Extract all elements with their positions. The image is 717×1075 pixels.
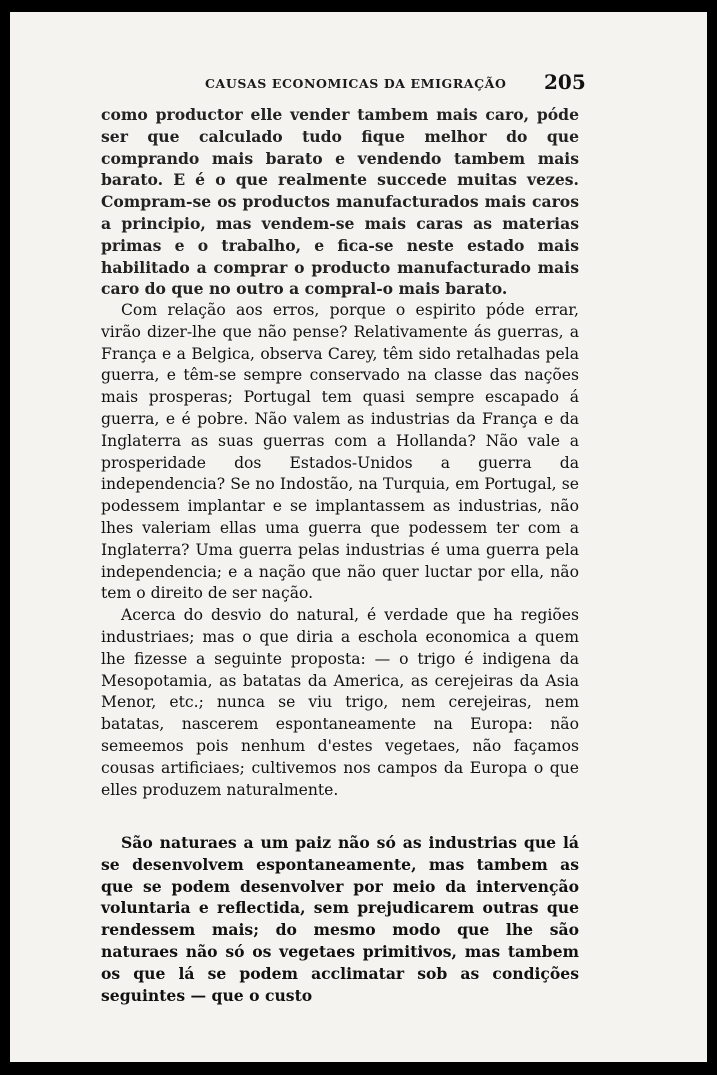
paragraph-3: Acerca do desvio do natural, é verdade que ha regiões industriaes; mas o que diria a eschola economica a quem lhe fizesse a seguinte proposta: — o trigo é indigena da Mesopotamia, as batatas da America, as cerejeiras da Asia Menor, etc.; nunca se viu trigo, nem cerejeiras, nem batatas, nascerem espontaneamente na Europa: não semeemos pois nenhum d'estes vegetaes, não façamos cousas artificiaes; cultivemos nos campos da Europa o que elles produzem naturalmente. bbox=[101, 606, 579, 799]
paragraph-2: Com relação aos erros, porque o espirito póde errar, virão dizer-lhe que não pense? Relativamente ás guerras, a França e a Belgica, observa Carey, têm sido retalhadas pela guerra, e têm-se sempre conservado na classe das nações mais prosperas; Portugal tem quasi sempre escapado á guerra, e é pobre. Não valem as industrias da França e da Inglaterra as suas guerras com a Hollanda? Não vale a prosperidade dos Estados-Unidos a guerra da independencia? Se no Indostão, na Turquia, em Portugal, se podessem implantar e se implantassem as industrias, não lhes valeriam ellas uma guerra que podessem ter com a Inglaterra? Uma guerra pelas industrias é uma guerra pela independencia; e a nação que não quer luctar por ella, não tem o direito de ser nação. bbox=[101, 301, 579, 603]
main-text bbox=[101, 300, 579, 801]
book-page bbox=[10, 12, 707, 1062]
paragraph-continuation bbox=[101, 104, 579, 300]
running-header bbox=[10, 64, 707, 98]
running-title: CAUSAS ECONOMICAS DA EMIGRAÇÃO bbox=[205, 76, 507, 91]
paragraph-1: como productor elle vender tambem mais caro, póde ser que calculado tudo fique melhor do que comprando mais barato e vendendo tambem mais barato. E é o que realmente succede muitas vezes. Compram-se os productos manufacturados mais caros a principio, mas vendem-se mais caras as materias primas e o trabalho, e fica-se neste estado mais habilitado a comprar o producto manufacturado mais caro do que no outro a compral-o mais barato. bbox=[101, 105, 579, 299]
closing-text bbox=[101, 832, 579, 1006]
page-number: 205 bbox=[544, 70, 586, 94]
paragraph-4: São naturaes a um paiz não só as industrias que lá se desenvolvem espontaneamente, mas tambem as que se podem desenvolver por meio da intervenção voluntaria e reflectida, sem prejudicarem outras que rendessem mais; do mesmo modo que lhe são naturaes não só os vegetaes primitivos, mas tambem os que lá se podem acclimatar sob as condições seguintes — que o custo bbox=[101, 833, 579, 1005]
